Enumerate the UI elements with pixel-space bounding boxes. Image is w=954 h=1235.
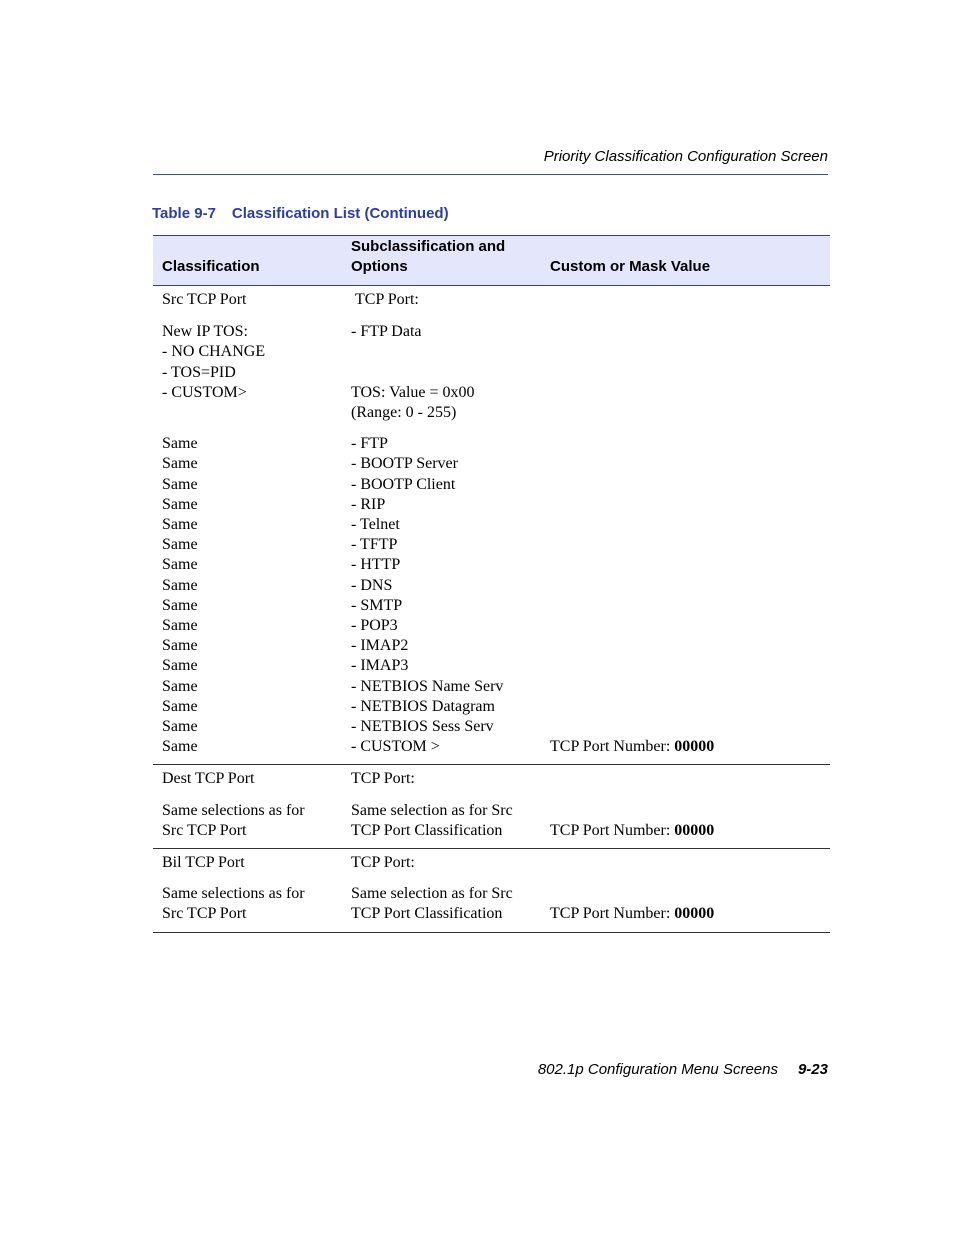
table-row — [153, 677, 830, 697]
table-row — [153, 769, 830, 789]
table-row — [153, 454, 830, 474]
classification-cell: New IP TOS: — [162, 323, 248, 341]
subclass-cell: - NETBIOS Sess Serv — [351, 718, 494, 736]
header-rule — [153, 174, 828, 175]
custom-label: TCP Port Number: — [550, 821, 675, 839]
table-row — [153, 403, 830, 423]
classification-cell: - NO CHANGE — [162, 343, 266, 361]
col-header-subclassification-line2: Options — [351, 258, 408, 275]
table-row — [153, 737, 830, 757]
classification-cell: - CUSTOM> — [162, 383, 247, 401]
table-row — [153, 596, 830, 616]
col-header-classification: Classification — [162, 258, 260, 275]
classification-cell: Same — [162, 435, 198, 453]
page-footer — [153, 1061, 828, 1079]
classification-cell: Bil TCP Port — [162, 854, 245, 872]
subclass-cell: - FTP — [351, 435, 388, 453]
table-row — [153, 697, 830, 717]
table-row — [153, 322, 830, 342]
classification-cell: Same — [162, 516, 198, 534]
subclass-cell: - BOOTP Client — [351, 475, 456, 493]
table-row — [153, 475, 830, 495]
subclass-cell: TCP Port: — [351, 854, 415, 872]
subclass-cell: - FTP Data — [351, 323, 422, 341]
col-header-subclassification — [351, 237, 541, 277]
classification-table — [153, 235, 830, 933]
footer-title: 802.1p Configuration Menu Screens — [537, 1061, 778, 1078]
table-caption: Classification List (Continued) — [231, 205, 449, 222]
subclass-cell: - DNS — [351, 576, 393, 594]
subclass-cell: Same selection as for Src — [351, 885, 513, 903]
classification-cell: Same — [162, 697, 198, 715]
section-bil-tcp-port — [153, 849, 830, 933]
classification-cell: Same — [162, 596, 198, 614]
subclass-cell: - IMAP3 — [351, 657, 409, 675]
classification-cell: Same — [162, 475, 198, 493]
subclass-cell: - IMAP2 — [351, 637, 409, 655]
classification-cell: Src TCP Port — [162, 291, 247, 308]
classification-cell: Same — [162, 495, 198, 513]
custom-value: 00000 — [674, 738, 715, 756]
table-row — [153, 576, 830, 596]
classification-cell: Src TCP Port — [162, 905, 247, 923]
table-row — [153, 434, 830, 454]
subclass-cell: (Range: 0 - 255) — [351, 404, 457, 422]
page-number: 9-23 — [797, 1061, 828, 1078]
custom-cell — [550, 821, 830, 841]
table-title — [152, 205, 449, 223]
classification-cell: Same — [162, 718, 198, 736]
table-row — [153, 363, 830, 383]
table-row — [153, 717, 830, 737]
table-row — [153, 535, 830, 555]
classification-cell: Same — [162, 738, 198, 756]
section-dest-tcp-port — [153, 765, 830, 849]
custom-value: 00000 — [674, 821, 715, 839]
subclass-cell: - Telnet — [351, 516, 400, 534]
table-row — [153, 342, 830, 362]
custom-value: 00000 — [674, 905, 715, 923]
subclass-cell: - TFTP — [351, 536, 398, 554]
subclass-cell: TCP Port: — [355, 291, 419, 308]
classification-cell: Same — [162, 677, 198, 695]
subclass-cell: - HTTP — [351, 556, 401, 574]
custom-cell — [550, 737, 830, 757]
subclass-cell: TCP Port Classification — [351, 905, 503, 923]
subclass-cell: - SMTP — [351, 596, 403, 614]
table-row — [153, 555, 830, 575]
classification-cell: Dest TCP Port — [162, 770, 255, 788]
subclass-cell: TCP Port Classification — [351, 821, 503, 839]
custom-label: TCP Port Number: — [550, 905, 675, 923]
classification-cell: Same selections as for — [162, 801, 305, 819]
table-number: Table 9-7 — [152, 205, 216, 222]
classification-cell: Same selections as for — [162, 885, 305, 903]
subclass-cell: - POP3 — [351, 617, 398, 635]
subclass-cell: - NETBIOS Name Serv — [351, 677, 504, 695]
classification-cell: Same — [162, 637, 198, 655]
table-row — [153, 495, 830, 515]
classification-cell: Same — [162, 536, 198, 554]
table-row — [153, 636, 830, 656]
col-header-custom: Custom or Mask Value — [550, 258, 711, 275]
custom-label: TCP Port Number: — [550, 738, 675, 756]
subclass-cell: - CUSTOM > — [351, 738, 440, 756]
subclass-cell: - NETBIOS Datagram — [351, 697, 495, 715]
subclass-cell: - RIP — [351, 495, 386, 513]
table-row — [153, 616, 830, 636]
classification-cell: Same — [162, 576, 198, 594]
table-row — [153, 853, 830, 873]
table-row — [153, 884, 830, 904]
subclass-cell: Same selection as for Src — [351, 801, 513, 819]
subclass-cell: TCP Port: — [351, 770, 415, 788]
table-row — [153, 290, 830, 310]
classification-cell: Same — [162, 617, 198, 635]
classification-cell: Same — [162, 556, 198, 574]
classification-cell: - TOS=PID — [162, 363, 236, 381]
table-row — [153, 821, 830, 841]
table-header — [153, 235, 830, 286]
table-row — [153, 656, 830, 676]
classification-cell: Same — [162, 455, 198, 473]
subclass-cell: TOS: Value = 0x00 — [351, 383, 475, 401]
subclass-cell: - BOOTP Server — [351, 455, 458, 473]
classification-cell: Same — [162, 657, 198, 675]
table-row — [153, 515, 830, 535]
classification-cell: Src TCP Port — [162, 821, 247, 839]
section-src-tcp-port — [153, 286, 830, 765]
table-row — [153, 383, 830, 403]
custom-cell — [550, 904, 830, 924]
col-header-subclassification-line1: Subclassification and — [351, 238, 506, 255]
running-header: Priority Classification Configuration Screen — [543, 148, 828, 165]
table-row — [153, 801, 830, 821]
table-row — [153, 904, 830, 924]
